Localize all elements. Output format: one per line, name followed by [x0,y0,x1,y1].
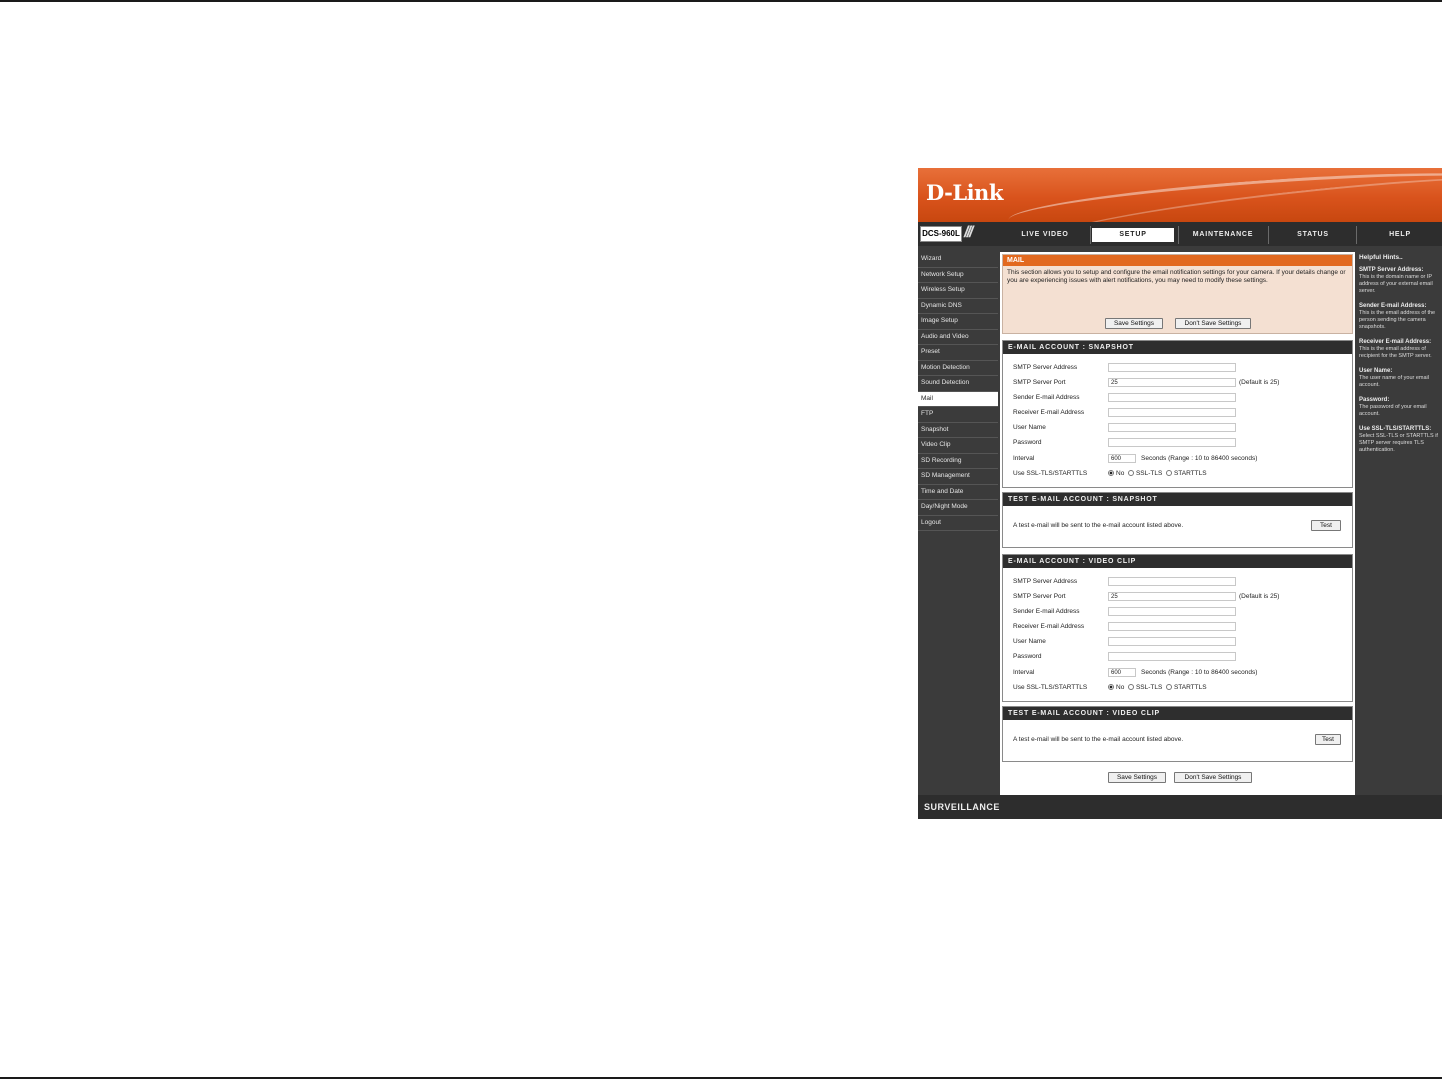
mail-title: MAIL [1003,255,1352,266]
bottom-rule [0,1077,1442,1079]
menu-item-preset[interactable]: Preset [918,345,998,361]
tab-maintenance[interactable]: MAINTENANCE [1192,231,1254,238]
interval-label: Interval [1013,455,1035,462]
tab-divider [1090,226,1091,244]
tab-live-video[interactable]: LIVE VIDEO [1021,231,1069,238]
setup-menu [918,252,998,531]
smtp-port-label: SMTP Server Port [1013,379,1066,386]
menu-item-sound-detection[interactable]: Sound Detection [918,376,998,392]
interval-label: Interval [1013,669,1035,676]
menu-item-day-night-mode[interactable]: Day/Night Mode [918,500,998,516]
radio-starttls-label: STARTTLS [1173,470,1207,477]
help-term: Use SSL-TLS/STARTTLS: [1359,426,1432,432]
snapshot-sender-email-input[interactable] [1108,393,1236,402]
snapshot-smtp-port-input[interactable]: 25 [1108,378,1236,387]
radio-no[interactable] [1108,684,1114,690]
ssl-tls-label: Use SSL-TLS/STARTTLS [1013,470,1088,477]
menu-item-time-and-date[interactable]: Time and Date [918,485,998,501]
menu-item-motion-detection[interactable]: Motion Detection [918,361,998,377]
header-banner [918,168,1442,222]
videoclip-receiver-email-input[interactable] [1108,622,1236,631]
smtp-port-label: SMTP Server Port [1013,593,1066,600]
help-item [1357,267,1442,303]
snapshot-interval-input[interactable]: 600 [1108,454,1136,463]
videoclip-smtp-server-input[interactable] [1108,577,1236,586]
save-settings-button[interactable]: Save Settings [1105,318,1163,329]
help-item [1357,397,1442,426]
tab-status[interactable]: STATUS [1297,231,1329,238]
menu-item-wireless-setup[interactable]: Wireless Setup [918,283,998,299]
menu-item-image-setup[interactable]: Image Setup [918,314,998,330]
help-desc: This is the email address of recipient for the SMTP server. [1359,346,1432,359]
radio-no-label: No [1116,684,1125,691]
user-name-label: User Name [1013,424,1046,431]
radio-starttls-label: STARTTLS [1173,684,1207,691]
help-desc: The user name of your email account. [1359,375,1430,388]
menu-item-sd-recording[interactable]: SD Recording [918,454,998,470]
test-snapshot-description: A test e-mail will be sent to the e-mail account listed above. [1013,522,1184,529]
snapshot-user-name-input[interactable] [1108,423,1236,432]
help-panel [1357,252,1442,795]
smtp-port-default-note: (Default is 25) [1239,593,1280,600]
main-content [1000,252,1355,795]
radio-no[interactable] [1108,470,1114,476]
mail-description: This section allows you to setup and configure the email notification settings for your camera. If your details change or you are experiencing issues with alert notifications, you may need to modify these settings. [1007,269,1346,284]
help-term: Receiver E-mail Address: [1359,339,1432,345]
help-item [1357,368,1442,397]
menu-item-dynamic-dns[interactable]: Dynamic DNS [918,299,998,315]
surveillance-wordmark: SURVEILLANCE [924,802,1000,812]
menu-item-mail[interactable]: Mail [918,392,998,408]
videoclip-account-section [1002,554,1353,702]
test-snapshot-title: TEST E-MAIL ACCOUNT : SNAPSHOT [1003,493,1352,506]
help-desc: The password of your email account. [1359,404,1427,417]
dlink-logo: D-Link [926,180,1003,205]
tab-divider [1178,226,1179,244]
videoclip-smtp-port-input[interactable]: 25 [1108,592,1236,601]
help-desc: Select SSL-TLS or STARTTLS if SMTP server requires TLS authentication. [1359,433,1438,453]
radio-starttls[interactable] [1166,684,1172,690]
ssl-tls-label: Use SSL-TLS/STARTTLS [1013,684,1088,691]
test-videoclip-button[interactable]: Test [1315,734,1341,745]
slash-decoration: /// [964,224,972,241]
footer-bar [918,795,1442,819]
mail-intro-panel [1002,254,1353,334]
videoclip-user-name-input[interactable] [1108,637,1236,646]
menu-item-audio-and-video[interactable]: Audio and Video [918,330,998,346]
help-term: Sender E-mail Address: [1359,303,1427,309]
help-term: SMTP Server Address: [1359,267,1424,273]
help-desc: This is the email address of the person sending the camera snapshots. [1359,310,1436,330]
model-badge: DCS-960L [920,226,962,242]
dont-save-settings-button[interactable]: Don't Save Settings [1175,318,1251,329]
bottom-dont-save-settings-button[interactable]: Don't Save Settings [1174,772,1252,783]
help-term: Password: [1359,397,1390,403]
test-videoclip-title: TEST E-MAIL ACCOUNT : VIDEO CLIP [1003,707,1352,720]
snapshot-ssl-options [1108,469,1207,479]
menu-item-logout[interactable]: Logout [918,516,998,532]
videoclip-password-input[interactable] [1108,652,1236,661]
menu-item-sd-management[interactable]: SD Management [918,469,998,485]
menu-item-network-setup[interactable]: Network Setup [918,268,998,284]
help-item [1357,303,1442,339]
help-desc: This is the domain name or IP address of your external email server. [1359,274,1433,294]
radio-ssl-tls-label: SSL-TLS [1135,684,1163,691]
menu-item-wizard[interactable]: Wizard [918,252,998,268]
test-snapshot-section [1002,492,1353,548]
top-rule [0,0,1442,2]
interval-range-note: Seconds (Range : 10 to 86400 seconds) [1141,455,1258,462]
test-videoclip-section [1002,706,1353,762]
radio-starttls[interactable] [1166,470,1172,476]
help-item [1357,426,1442,462]
videoclip-account-title: E-MAIL ACCOUNT : VIDEO CLIP [1003,555,1352,568]
snapshot-receiver-email-input[interactable] [1108,408,1236,417]
tab-divider [1268,226,1269,244]
interval-range-note: Seconds (Range : 10 to 86400 seconds) [1141,669,1258,676]
menu-item-snapshot[interactable]: Snapshot [918,423,998,439]
camera-web-ui-screenshot [918,168,1442,819]
test-videoclip-description: A test e-mail will be sent to the e-mail account listed above. [1013,736,1184,743]
bottom-save-settings-button[interactable]: Save Settings [1108,772,1166,783]
smtp-server-label: SMTP Server Address [1013,364,1078,371]
radio-no-label: No [1116,470,1125,477]
smtp-port-default-note: (Default is 25) [1239,379,1280,386]
help-item [1357,339,1442,368]
password-label: Password [1013,653,1042,660]
videoclip-interval-input[interactable]: 600 [1108,668,1136,677]
sender-email-label: Sender E-mail Address [1013,608,1080,615]
menu-item-ftp[interactable]: FTP [918,407,998,423]
videoclip-sender-email-input[interactable] [1108,607,1236,616]
radio-ssl-tls-label: SSL-TLS [1135,470,1163,477]
help-term: User Name: [1359,368,1393,374]
receiver-email-label: Receiver E-mail Address [1013,623,1085,630]
receiver-email-label: Receiver E-mail Address [1013,409,1085,416]
tab-divider [1356,226,1357,244]
tab-help[interactable]: HELP [1389,231,1411,238]
radio-ssl-tls[interactable] [1128,470,1134,476]
snapshot-account-section [1002,340,1353,488]
user-name-label: User Name [1013,638,1046,645]
smtp-server-label: SMTP Server Address [1013,578,1078,585]
help-title: Helpful Hints.. [1359,254,1403,261]
menu-item-video-clip[interactable]: Video Clip [918,438,998,454]
radio-ssl-tls[interactable] [1128,684,1134,690]
test-snapshot-button[interactable]: Test [1311,520,1341,531]
sender-email-label: Sender E-mail Address [1013,394,1080,401]
snapshot-smtp-server-input[interactable] [1108,363,1236,372]
videoclip-ssl-options [1108,683,1207,693]
tab-setup[interactable]: SETUP [1092,228,1174,242]
password-label: Password [1013,439,1042,446]
snapshot-password-input[interactable] [1108,438,1236,447]
snapshot-account-title: E-MAIL ACCOUNT : SNAPSHOT [1003,341,1352,354]
